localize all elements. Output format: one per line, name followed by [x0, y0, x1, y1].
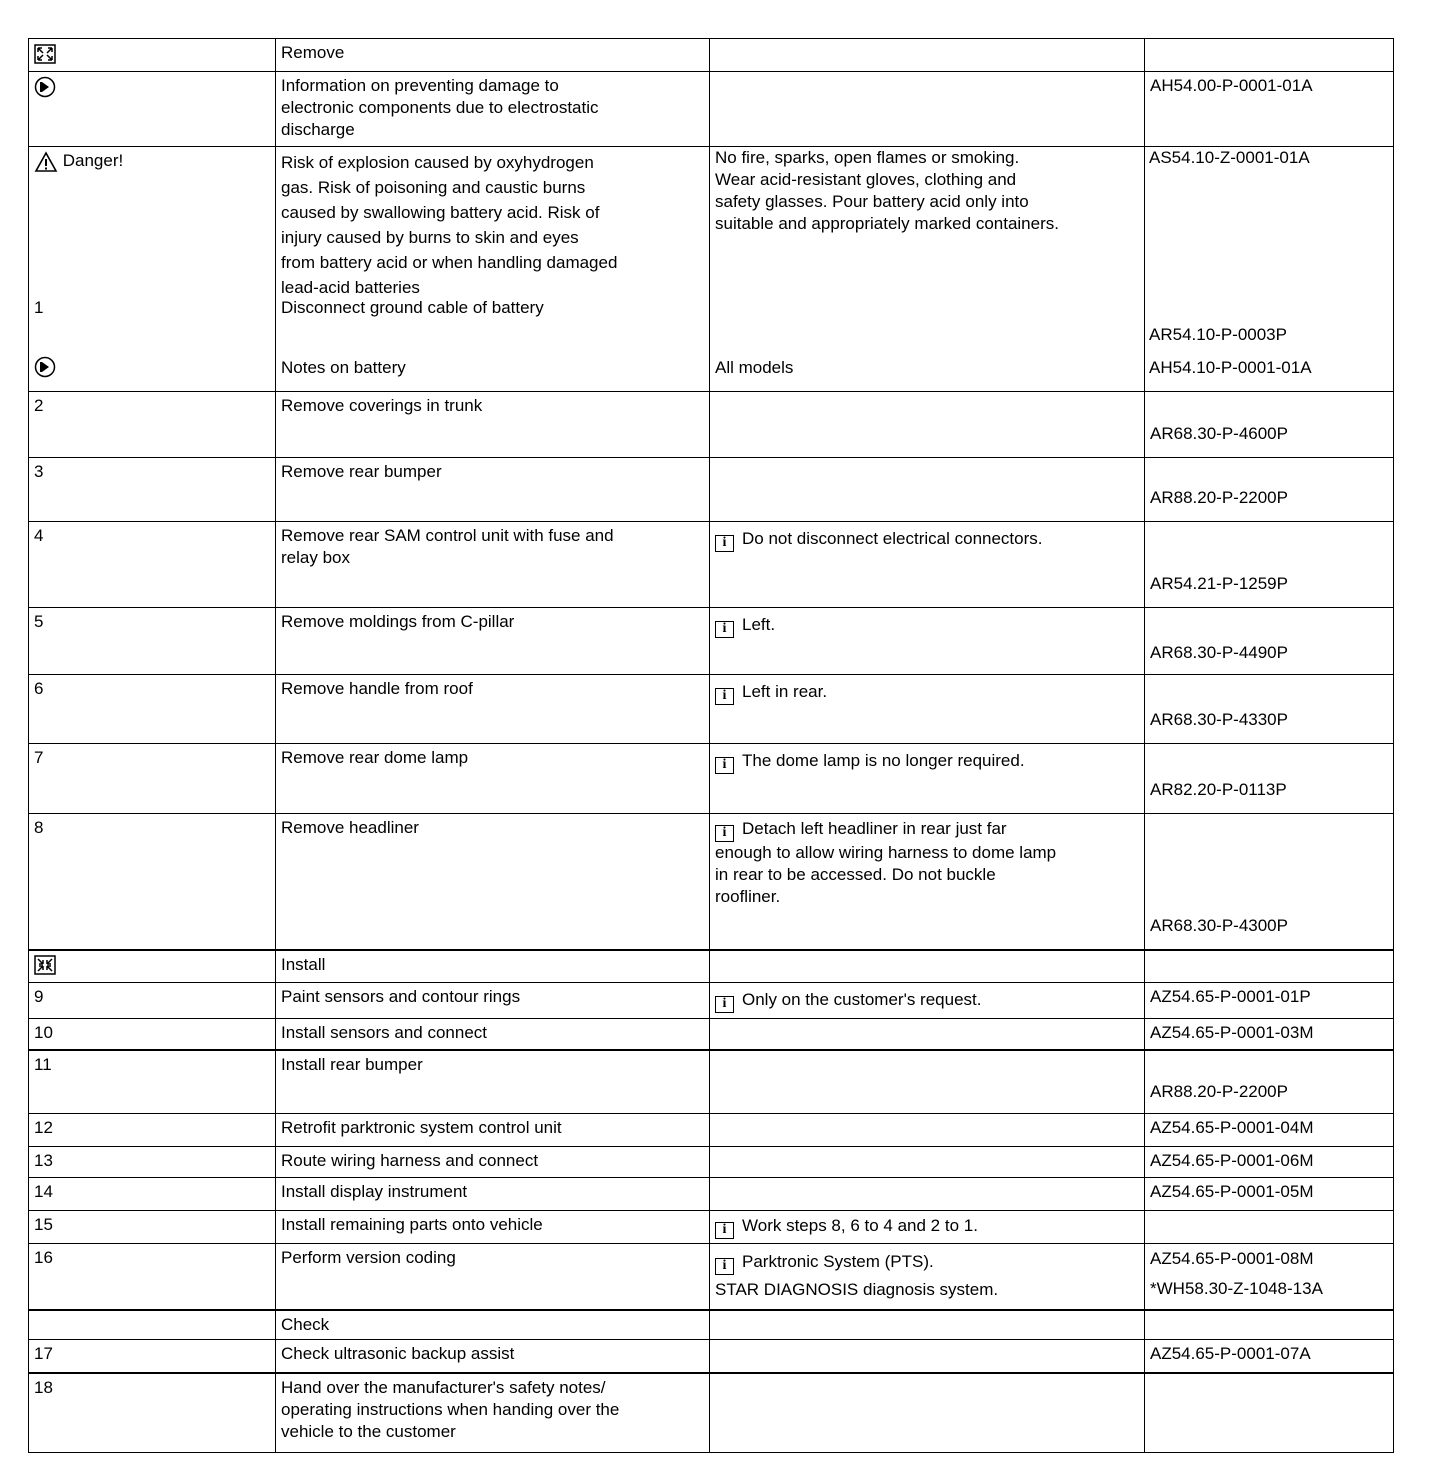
reference-code: AH54.10-P-0001-01A	[1149, 358, 1312, 377]
table-row	[29, 1050, 1394, 1114]
reference-code: AR68.30-P-4600P	[1145, 392, 1394, 458]
step-text: Remove headliner	[276, 814, 710, 950]
table-row	[29, 1310, 1394, 1340]
step-number: 7	[29, 744, 276, 814]
step-text: Remove rear SAM control unit with fuse and relay box	[276, 522, 710, 608]
step-note: The dome lamp is no longer required.	[742, 751, 1025, 770]
info-icon: i	[715, 1258, 734, 1275]
reference-code: *WH58.30-Z-1048-13A	[1150, 1279, 1323, 1298]
step-text: Paint sensors and contour rings	[276, 983, 710, 1019]
step-text: Remove moldings from C-pillar	[276, 608, 710, 675]
work-steps-table	[28, 38, 1394, 1453]
table-row	[29, 1019, 1394, 1050]
table-row	[29, 458, 1394, 522]
step-text: Notes on battery	[281, 358, 406, 377]
info-icon: i	[715, 996, 734, 1013]
step-number: 8	[29, 814, 276, 950]
step-text: Install remaining parts onto vehicle	[276, 1211, 710, 1244]
step-note: Only on the customer's request.	[742, 990, 982, 1009]
step-text: Remove coverings in trunk	[276, 392, 710, 458]
reference-code: AR68.30-P-4490P	[1145, 608, 1394, 675]
table-row	[29, 392, 1394, 458]
step-number: 12	[29, 1114, 276, 1147]
step-text: Disconnect ground cable of battery	[281, 298, 544, 317]
table-row	[29, 1114, 1394, 1147]
info-icon: i	[715, 757, 734, 774]
table-row	[29, 744, 1394, 814]
step-text: Install	[276, 950, 710, 983]
reference-code: AZ54.65-P-0001-03M	[1145, 1019, 1394, 1050]
info-icon: i	[715, 825, 734, 842]
step-number: 14	[29, 1178, 276, 1211]
note-text: All models	[715, 358, 794, 377]
step-number: 11	[29, 1050, 276, 1114]
step-text: Remove handle from roof	[276, 675, 710, 744]
step-note: Left.	[742, 615, 776, 634]
reference-code: AR88.20-P-2200P	[1145, 1050, 1394, 1114]
reference-code: AZ54.65-P-0001-04M	[1145, 1114, 1394, 1147]
danger-measures: No fire, sparks, open flames or smoking. Wear acid-resistant gloves, clothing and safety glasses. Pour battery acid only into suitable and appropriately marked containers.	[715, 148, 1059, 233]
reference-code: AZ54.65-P-0001-06M	[1145, 1147, 1394, 1178]
step-text: Install rear bumper	[276, 1050, 710, 1114]
reference-code: AR54.21-P-1259P	[1145, 522, 1394, 608]
step-note: Left in rear.	[742, 682, 828, 701]
step-number: 1	[34, 298, 44, 317]
install-icon	[34, 955, 56, 975]
table-row	[29, 983, 1394, 1019]
step-text: Remove rear bumper	[276, 458, 710, 522]
reference-code: AR54.10-P-0003P	[1149, 325, 1287, 344]
table-row	[29, 1244, 1394, 1310]
table-row	[29, 522, 1394, 608]
info-icon: i	[715, 621, 734, 638]
step-number: 4	[29, 522, 276, 608]
reference-code: AR68.30-P-4300P	[1145, 814, 1394, 950]
step-text: Perform version coding	[276, 1244, 710, 1310]
step-note: STAR DIAGNOSIS diagnosis system.	[715, 1280, 999, 1299]
step-number: 10	[29, 1019, 276, 1050]
step-note: Parktronic System (PTS).	[742, 1252, 934, 1271]
note-icon	[34, 76, 56, 98]
table-row	[29, 72, 1394, 147]
step-number: 15	[29, 1211, 276, 1244]
step-text: Install sensors and connect	[276, 1019, 710, 1050]
step-note: Do not disconnect electrical connectors.	[742, 529, 1043, 548]
table-row	[29, 1340, 1394, 1373]
table-row	[29, 39, 1394, 72]
step-text: Check ultrasonic backup assist	[276, 1340, 710, 1373]
info-icon: i	[715, 535, 734, 552]
table-row	[29, 1211, 1394, 1244]
table-row	[29, 675, 1394, 744]
step-number: 13	[29, 1147, 276, 1178]
step-number: 3	[29, 458, 276, 522]
step-text: Route wiring harness and connect	[276, 1147, 710, 1178]
step-text: Remove	[276, 39, 710, 72]
step-text: Information on preventing damage to electronic components due to electrostatic discharge	[276, 72, 710, 147]
step-text: Remove rear dome lamp	[276, 744, 710, 814]
reference-code: AZ54.65-P-0001-01P	[1145, 983, 1394, 1019]
warning-icon	[34, 151, 58, 173]
danger-text: Risk of explosion caused by oxyhydrogen gas. Risk of poisoning and caustic burns caused by swallowing battery acid. Risk of injury caused by burns to skin and eyes from battery acid or when handling damaged lead-acid batteries	[281, 153, 618, 297]
reference-code: AZ54.65-P-0001-05M	[1145, 1178, 1394, 1211]
step-text: Retrofit parktronic system control unit	[276, 1114, 710, 1147]
table-row	[29, 608, 1394, 675]
reference-code: AZ54.65-P-0001-08M	[1150, 1249, 1314, 1268]
note-icon	[34, 356, 56, 378]
danger-label: Danger!	[62, 151, 124, 170]
table-row	[29, 1147, 1394, 1178]
reference-code: AH54.00-P-0001-01A	[1145, 72, 1394, 147]
step-text: Hand over the manufacturer's safety notes/ operating instructions when handing over the vehicle to the customer	[276, 1373, 710, 1453]
table-row: 8 Remove headliner i Detach left headliner in rear just far enough to allow wiring harness to dome lamp in rear to be accessed. Do not buckle roofliner. AR68.30-P-4300P	[29, 814, 1394, 950]
table-row	[29, 950, 1394, 983]
table-row	[29, 1178, 1394, 1211]
reference-code: AR88.20-P-2200P	[1145, 458, 1394, 522]
step-number: 18	[29, 1373, 276, 1453]
step-number: 5	[29, 608, 276, 675]
step-note: Detach left headliner in rear just far	[742, 819, 1007, 838]
reference-code: AR82.20-P-0113P	[1145, 744, 1394, 814]
table-row	[29, 1373, 1394, 1453]
reference-code: AS54.10-Z-0001-01A	[1149, 148, 1310, 167]
step-text: Install display instrument	[276, 1178, 710, 1211]
info-icon: i	[715, 688, 734, 705]
table-row	[29, 147, 1394, 392]
reference-code: AR68.30-P-4330P	[1145, 675, 1394, 744]
remove-icon	[34, 44, 56, 64]
step-number: 2	[29, 392, 276, 458]
step-text: Check	[276, 1310, 710, 1340]
info-icon: i	[715, 1222, 734, 1239]
step-number: 16	[29, 1244, 276, 1310]
step-note: Work steps 8, 6 to 4 and 2 to 1.	[742, 1216, 978, 1235]
step-number: 17	[29, 1340, 276, 1373]
step-number: 6	[29, 675, 276, 744]
reference-code: AZ54.65-P-0001-07A	[1145, 1340, 1394, 1373]
step-number: 9	[29, 983, 276, 1019]
